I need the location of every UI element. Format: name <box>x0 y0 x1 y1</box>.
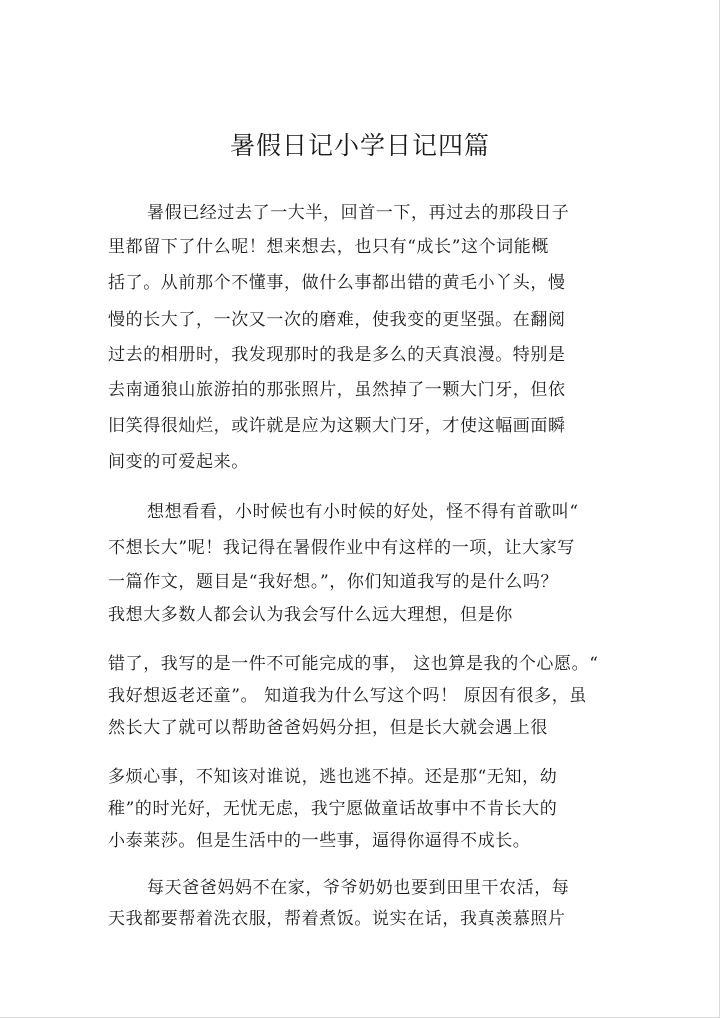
text-line: 慢的长大了，一次又一次的磨难，使我变的更坚强。在翻阅 <box>108 310 566 330</box>
text-line: 不想长大”呢！我记得在暑假作业中有这样的一项，让大家写 <box>108 538 575 558</box>
text-line: 括了。从前那个不懂事，做什么事都出错的黄毛小丫头，慢 <box>108 273 566 293</box>
text-line: 天我都要帮着洗衣服，帮着煮饭。说实在话，我真羡慕照片 <box>108 909 566 929</box>
text-line: 稚”的时光好，无忧无虑，我宁愿做童话故事中不肯长大的 <box>108 799 558 819</box>
text-line: 我好想返老还童”。 知道我为什么写这个吗！ 原因有很多，虽 <box>108 686 587 706</box>
text-line: 里都留下了什么呢！想来想去，也只有“成长”这个词能概 <box>108 237 549 257</box>
text-line: 过去的相册时，我发现那时的我是多么的天真浪漫。特别是 <box>108 345 566 365</box>
text-line: 去南通狼山旅游拍的那张照片，虽然掉了一颗大门牙，但依 <box>108 380 566 400</box>
text-line: 然长大了就可以帮助爸爸妈妈分担，但是长大就会遇上很 <box>108 718 548 738</box>
text-line: 多烦心事，不知该对谁说，逃也逃不掉。还是那“无知，幼 <box>108 767 558 787</box>
text-line: 一篇作文，题目是“我好想。”，你们知道我写的是什么吗？ <box>108 572 559 592</box>
text-line: 我想大多数人都会认为我会写什么远大理想，但是你 <box>108 605 513 625</box>
document-title: 暑假日记小学日记四篇 <box>229 131 490 160</box>
text-line: 想想看看，小时候也有小时候的好处，怪不得有首歌叫“ <box>147 502 579 522</box>
text-line: 错了，我写的是一件不可能完成的事， 这也算是我的个心愿。“ <box>108 654 599 674</box>
text-line: 暑假已经过去了一大半，回首一下，再过去的那段日子 <box>147 203 570 223</box>
text-line: 旧笑得很灿烂，或许就是应为这颗大门牙，才使这幅画面瞬 <box>108 416 566 436</box>
text-line: 每天爸爸妈妈不在家，爷爷奶奶也要到田里干农活，每 <box>147 878 570 898</box>
text-line: 间变的可爱起来。 <box>108 452 249 472</box>
text-line: 小泰莱莎。但是生活中的一些事，逼得你逼得不成长。 <box>108 831 531 851</box>
